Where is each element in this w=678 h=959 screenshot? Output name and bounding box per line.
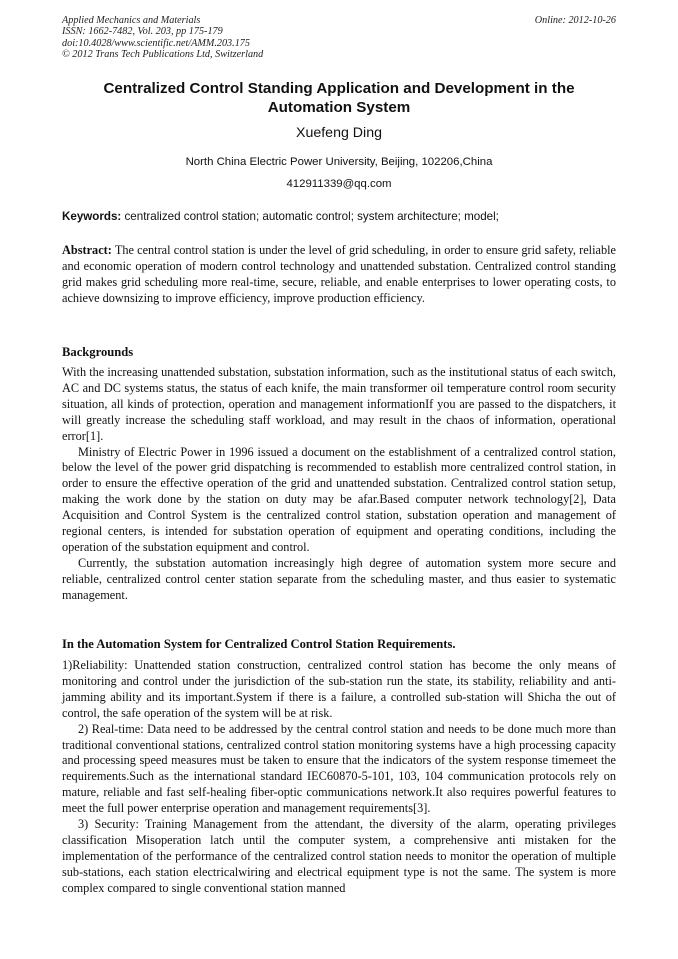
journal-name: Applied Mechanics and Materials <box>62 15 201 26</box>
paragraph: With the increasing unattended substation, substation information, such as the institutional status of each switch, AC and DC systems status, the status of each knife, the main transformer oil temperature control room security situation, all kinds of protection, operation and management informationIf you are passed to the dispatchers, it will greatly increase the scheduling staff workload, and may result in the chaos of information, operational error[1]. <box>62 365 616 443</box>
abstract <box>62 243 616 307</box>
section-heading-backgrounds: Backgrounds <box>62 345 134 359</box>
copyright-line: © 2012 Trans Tech Publications Ltd, Switzerland <box>62 49 264 61</box>
author-name: Xuefeng Ding <box>296 125 382 141</box>
paragraph: 2) Real-time: Data need to be addressed by the central control station and needs to be done much more than traditional conventional stations, centralized control station monitoring systems have a high processing capacity and processing speed measures must be taken to ensure that the indicators of the system response timemeet the requirements.Such as the international standard IEC60870-5-101, 103, 104 communication protocols rely on mature, reliable and fast self-healing fiber-optic communications network.It also requires powerful features to meet the full power enterprise operation and management requirements[3]. <box>62 721 616 816</box>
keywords-text: centralized control station; automatic control; system architecture; model; <box>121 210 499 223</box>
section-heading-requirements: In the Automation System for Centralized Control Station Requirements. <box>62 637 456 651</box>
journal-header <box>62 15 616 61</box>
paragraph: Currently, the substation automation increasingly high degree of automation system more secure and reliable, centralized control center station separate from the scheduling master, and thus easier to systematic management. <box>62 555 616 602</box>
section-backgrounds <box>62 365 616 604</box>
issn-line: ISSN: 1662-7482, Vol. 203, pp 175-179 <box>62 26 223 38</box>
paragraph: 1)Reliability: Unattended station construction, centralized control station has become the only means of monitoring and control under the jurisdiction of the sub-station run the state, its stability, reliability and anti-jamming ability and its important.System if there is a failure, a controlled sub-station will Shicha the out of control, the safe operation of the system will be at risk. <box>62 658 616 720</box>
online-date: Online: 2012-10-26 <box>534 15 616 26</box>
abstract-text: The central control station is under the level of grid scheduling, in order to ensure grid safety, reliable and economic operation of modern control technology and unattended substation. Centralized control standing grid makes grid scheduling more real-time, secure, reliable, and enable enterprises to lower operating costs, to achieve downsizing to improve efficiency, improve production efficiency. <box>62 243 616 305</box>
paper-title: Centralized Control Standing Application and Development in the Automation System <box>103 80 575 116</box>
section-requirements <box>62 658 616 897</box>
abstract-label: Abstract: <box>62 243 112 257</box>
paragraph: 3) Security: Training Management from the attendant, the diversity of the alarm, operating privileges classification Misoperation latch until the computer system, a comprehensive anti mistaken for the implementation of the performance of the centralized control station needs to monitor the operation of multiple sub-stations, each station electricalwiring and electrical equipment type is not the same. The system is more complex compared to single conventional station manned <box>62 817 616 895</box>
author-email: 412911339@qq.com <box>286 178 392 190</box>
doi-line: doi:10.4028/www.scientific.net/AMM.203.175 <box>62 37 250 49</box>
keywords-label: Keywords: <box>62 210 122 223</box>
paragraph: Ministry of Electric Power in 1996 issued a document on the establishment of a centralized control station, below the level of the power grid dispatching is recommended to establish more centralized control station, in order to ensure the effective operation of the grid and unattended substation. Centralized control station setup, making the work done by the station on duty may be afar.Based computer network technology[2], Data Acquisition and Control System is the centralized control station, substation operation and management of regional centers, is intended for substation operation of equipment and operating conditions, including the operation of the substation equipment and control. <box>62 444 616 554</box>
keywords <box>62 210 616 224</box>
affiliation: North China Electric Power University, Beijing, 102206,China <box>185 156 493 168</box>
